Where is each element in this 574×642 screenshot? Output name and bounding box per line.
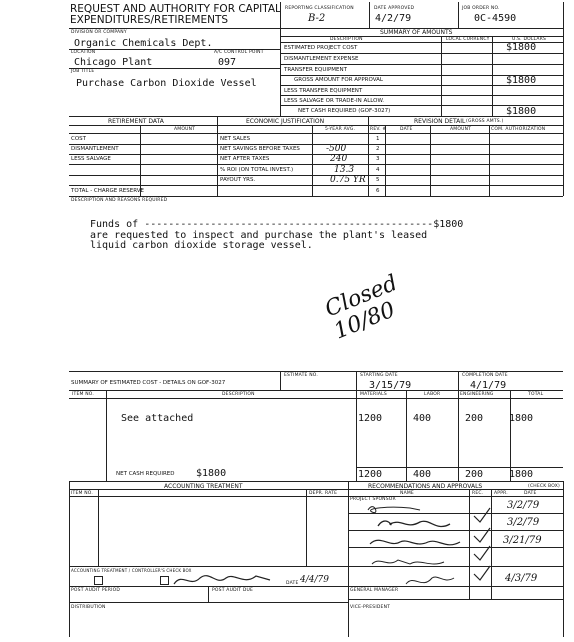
- rec-col-appr: APPR.: [494, 491, 508, 496]
- checkbox[interactable]: [160, 576, 169, 585]
- revision-header: REVISION DETAIL: [414, 118, 466, 125]
- job-title-label: JOB TITLE: [71, 69, 95, 74]
- revision-header-sub: (GROSS AMTS.): [466, 119, 504, 124]
- economic-row-label: NET AFTER TAXES: [220, 156, 270, 162]
- economic-row-label: % ROI (ON TOTAL INVEST.): [220, 167, 294, 173]
- totals-materials: 1200: [358, 469, 383, 480]
- estimate-title: SUMMARY OF ESTIMATED COST - DETAILS ON GOF-3027: [71, 380, 226, 386]
- summary-row-usd: $1800: [506, 75, 537, 86]
- summary-row-label: TRANSFER EQUIPMENT: [284, 67, 347, 73]
- closed-stamp: Closed 10/80: [321, 270, 402, 345]
- net-cash-label: NET CASH REQUIRED: [116, 471, 175, 477]
- approval-date: 3/21/79: [503, 535, 542, 546]
- totals-labor: 400: [413, 469, 432, 480]
- summary-row-label: LESS SALVAGE OR TRADE-IN ALLOW.: [284, 98, 385, 104]
- economic-header: ECONOMIC JUSTIFICATION: [246, 118, 325, 125]
- estimate-col-engineering: ENGINEERING: [460, 392, 494, 397]
- economic-row-value: -500: [326, 144, 347, 154]
- estimate-col-item: ITEM NO.: [72, 392, 94, 397]
- approval-signatures: [350, 498, 468, 598]
- starting-date: 3/15/79: [369, 380, 412, 391]
- recommendations-header-sub: (CHECK BOX): [528, 484, 560, 489]
- estimate-col-total: TOTAL: [528, 392, 544, 397]
- form-title: REQUEST AND AUTHORITY FOR CAPITAL EXPENDITURES/RETIREMENTS: [70, 3, 281, 26]
- economic-row-label: NET SAVINGS BEFORE TAXES: [220, 146, 300, 152]
- recommendations-header: RECOMMENDATIONS AND APPROVALS: [368, 483, 483, 490]
- summary-row-label: LESS TRANSFER EQUIPMENT: [284, 88, 363, 94]
- post-audit-period-label: POST AUDIT PERIOD: [71, 588, 121, 593]
- totals-total: 1800: [509, 469, 534, 480]
- revision-number: 3: [376, 156, 380, 162]
- job-title-value: Purchase Carbon Dioxide Vessel: [76, 78, 257, 89]
- revision-number: 6: [376, 188, 380, 194]
- completion-date: 4/1/79: [470, 380, 507, 391]
- location-label: LOCATION: [71, 50, 96, 55]
- division-value: Organic Chemicals Dept.: [74, 38, 213, 49]
- revision-number: 5: [376, 177, 380, 183]
- economic-avg-label: 5-YEAR AVG.: [325, 127, 356, 132]
- estimate-labor: 400: [413, 413, 432, 424]
- retirement-header: RETIREMENT DATA: [108, 118, 164, 125]
- signature-date-label: DATE: [286, 581, 299, 586]
- estimate-engineering: 200: [465, 413, 484, 424]
- estimate-col-description: DESCRIPTION: [222, 392, 255, 397]
- economic-row-label: NET SALES: [220, 136, 251, 142]
- approval-date: 3/2/79: [507, 500, 540, 511]
- revision-col-date: DATE: [400, 127, 413, 132]
- rec-col-name: NAME: [400, 491, 414, 496]
- revision-col-rev: REV. #: [370, 127, 387, 132]
- summary-col-description: DESCRIPTION: [330, 37, 363, 42]
- accounting-item-no-label: ITEM NO.: [71, 491, 93, 496]
- estimate-no-label: ESTIMATE NO.: [284, 373, 318, 378]
- location-value: Chicago Plant: [74, 57, 153, 68]
- date-approved: 4/2/79: [375, 13, 412, 24]
- job-order-number: 0C-4590: [474, 13, 517, 24]
- revision-number: 1: [376, 136, 380, 142]
- summary-row-usd: $1800: [506, 42, 537, 53]
- summary-col-local: LOCAL CURRENCY: [446, 37, 490, 42]
- totals-engineering: 200: [465, 469, 484, 480]
- summary-row-label: DISMANTLEMENT EXPENSE: [284, 56, 359, 62]
- estimate-item-text: See attached: [121, 413, 194, 424]
- retirement-row-label: DISMANTLEMENT: [71, 146, 119, 152]
- control-point-value: 097: [218, 57, 237, 68]
- retirement-amount-label: AMOUNT: [174, 127, 196, 132]
- starting-date-label: STARTING DATE: [360, 373, 398, 378]
- post-audit-due-label: POST AUDIT DUE: [212, 588, 254, 593]
- vice-president-label: VICE-PRESIDENT: [350, 605, 391, 610]
- checkbox[interactable]: [94, 576, 103, 585]
- summary-row-label: ESTIMATED PROJECT COST: [284, 45, 358, 51]
- date-approved-label: DATE APPROVED: [374, 6, 415, 11]
- completion-date-label: COMPLETION DATE: [462, 373, 508, 378]
- summary-col-usd: U.S. DOLLARS: [512, 37, 547, 42]
- retirement-row-label: TOTAL - CHARGE RESERVE: [71, 188, 144, 194]
- rec-col-date: DATE: [524, 491, 537, 496]
- reporting-classification: B-2: [308, 13, 326, 24]
- rec-col-rec: REC.: [472, 491, 484, 496]
- summary-header: SUMMARY OF AMOUNTS: [380, 29, 453, 36]
- distribution-label: DISTRIBUTION: [71, 605, 106, 610]
- reporting-classification-label: REPORTING CLASSIFICATION: [285, 6, 354, 11]
- estimate-total: 1800: [509, 413, 534, 424]
- economic-row-value: 0.75 YR: [330, 175, 366, 185]
- description-line3: liquid carbon dioxide storage vessel.: [90, 240, 313, 251]
- revision-number: 4: [376, 167, 380, 173]
- retirement-row-label: COST: [71, 136, 87, 142]
- signature-date: 4/4/79: [300, 575, 329, 585]
- control-point-label: A/C CONTROL POINT: [214, 50, 264, 55]
- approval-date: 4/3/79: [505, 573, 538, 584]
- accounting-header: ACCOUNTING TREATMENT: [164, 483, 243, 490]
- division-label: DIVISION OR COMPANY: [71, 30, 127, 35]
- general-manager-label: GENERAL MANAGER: [350, 588, 399, 593]
- economic-row-value: 240: [330, 154, 348, 164]
- summary-row-usd: $1800: [506, 106, 537, 117]
- revision-number: 2: [376, 146, 380, 152]
- check-marks: [470, 498, 492, 598]
- estimate-col-materials: MATERIALS: [360, 392, 387, 397]
- summary-row-label: GROSS AMOUNT FOR APPROVAL: [294, 77, 383, 83]
- summary-row-label: NET CASH REQUIRED (GOF-3027): [298, 108, 391, 114]
- estimate-materials: 1200: [358, 413, 383, 424]
- estimate-col-labor: LABOR: [424, 392, 441, 397]
- project-sponsor-label: PROJECT SPONSOR: [350, 497, 396, 502]
- revision-col-amount: AMOUNT: [450, 127, 472, 132]
- economic-row-label: PAYOUT YRS.: [220, 177, 256, 183]
- net-cash-value: $1800: [196, 468, 227, 479]
- economic-row-value: 13.3: [334, 165, 355, 175]
- accounting-approved-label: ACCOUNTING TREATMENT / CONTROLLER'S CHECK BOX: [71, 568, 192, 573]
- description-label: DESCRIPTION AND REASONS REQUIRED: [71, 198, 168, 203]
- approval-date: 3/2/79: [507, 517, 540, 528]
- job-order-label: JOB ORDER NO.: [462, 6, 500, 11]
- revision-col-authorization: COM. AUTHORIZATION: [491, 127, 546, 132]
- description-line1: Funds of ------------------------------------------------$1800: [90, 219, 464, 230]
- retirement-row-label: LESS SALVAGE: [71, 156, 111, 162]
- description-line2: are requested to inspect and purchase the plant's leased: [90, 230, 428, 241]
- depr-rate-label: DEPR. RATE: [309, 491, 338, 496]
